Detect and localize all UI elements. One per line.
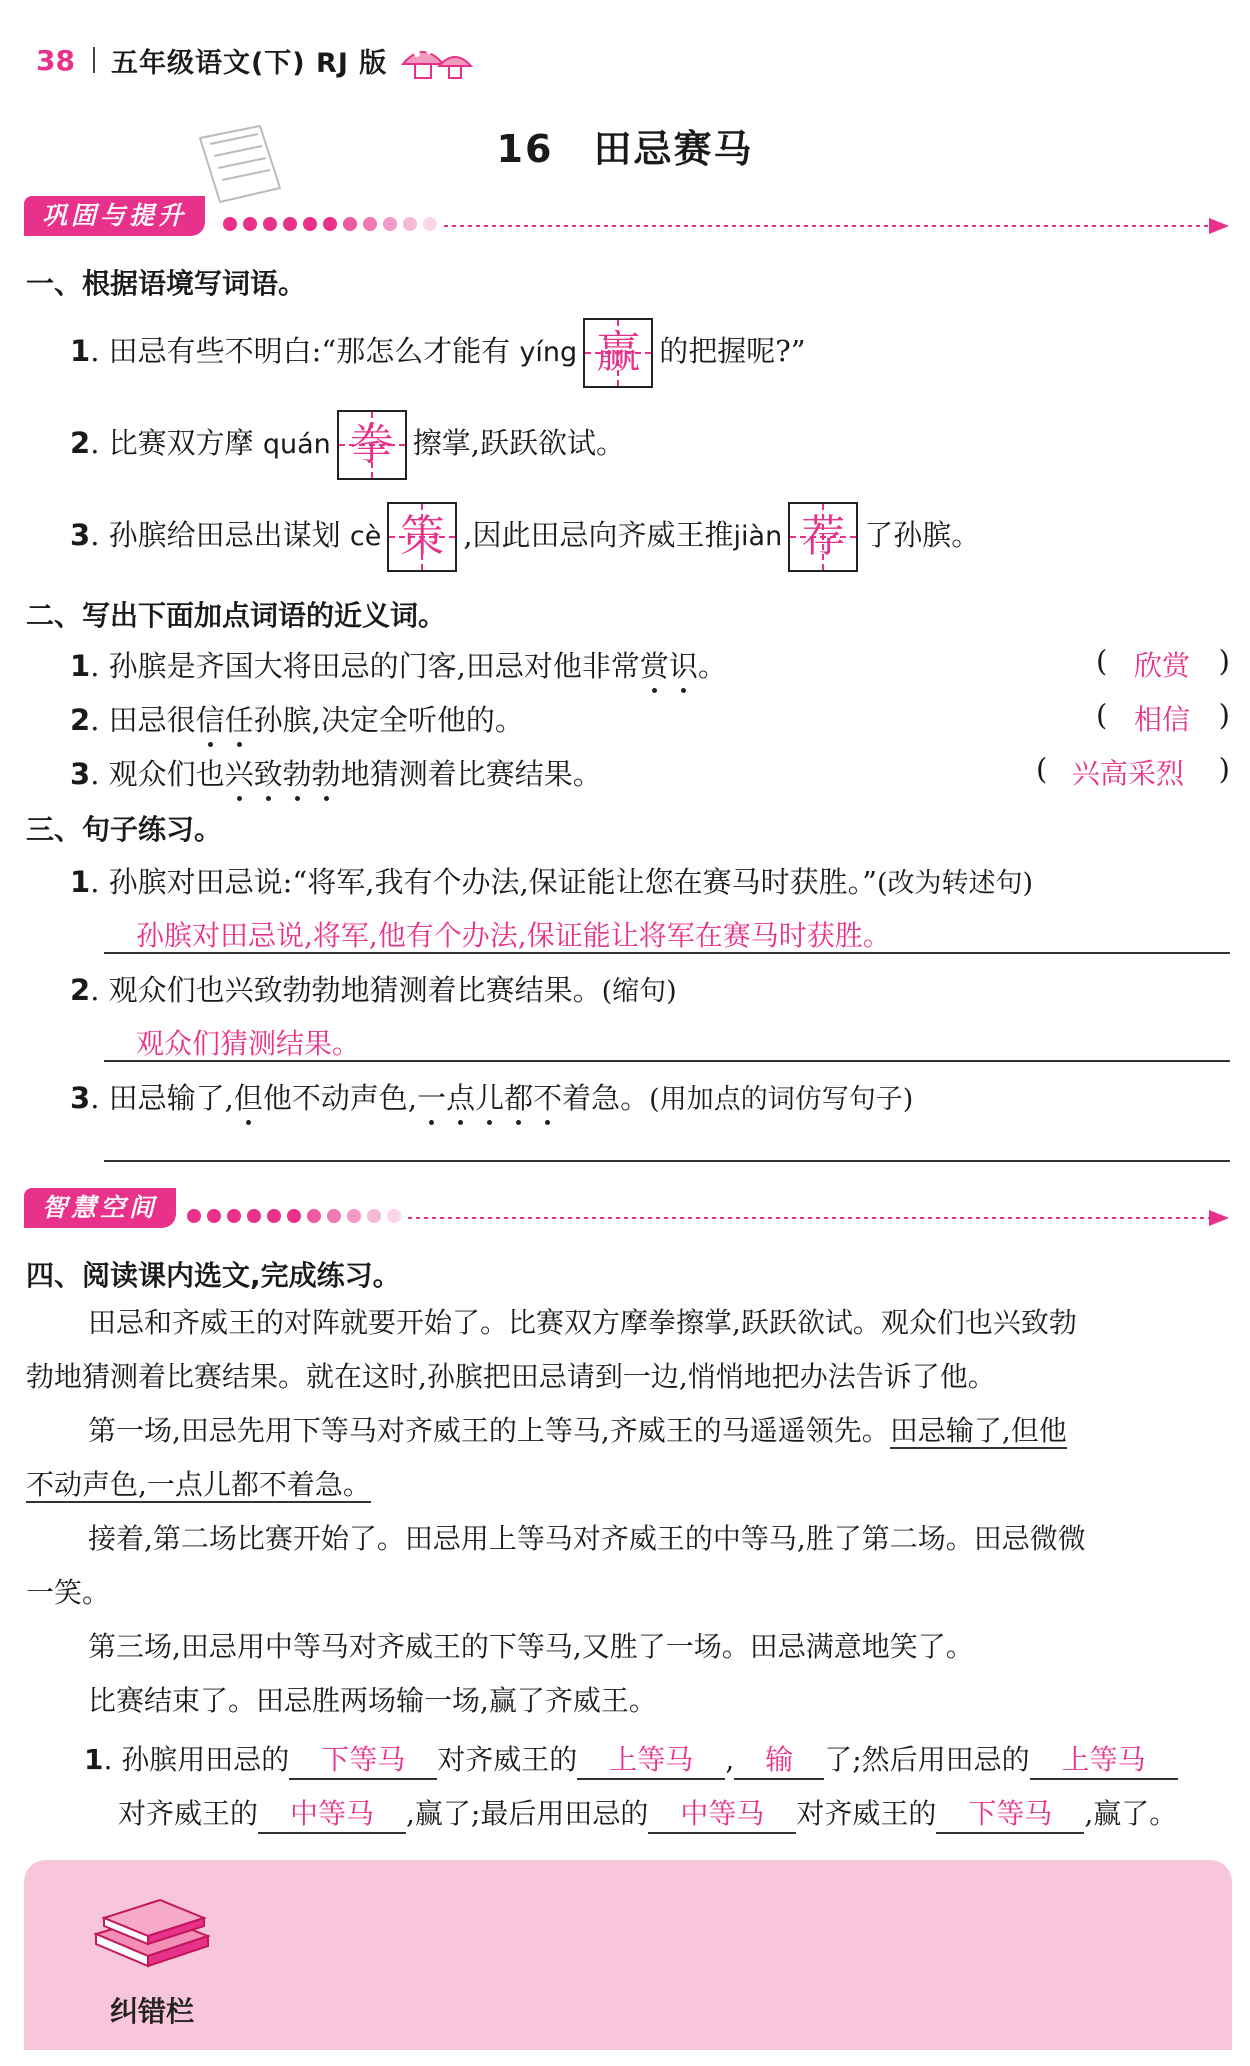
answer-char: 赢 [596, 327, 641, 378]
question-number: 2 [70, 973, 91, 1007]
banner-label: 巩固与提升 [24, 196, 205, 236]
books-icon [86, 1886, 216, 1978]
question-text: . 孙膑给田忌出谋划 [90, 518, 341, 552]
s3-answer-line-3[interactable] [104, 1160, 1230, 1162]
s2-answer-1[interactable]: ( 欣赏 ) [1096, 644, 1230, 682]
question-number: 3 [70, 757, 91, 791]
pinyin: yíng [519, 337, 578, 368]
question-text: 对齐威王的 [118, 1797, 259, 1830]
passage-line: 比赛结束了。田忌胜两场输一场,赢了齐威王。 [88, 1684, 657, 1717]
question-number: 1 [70, 865, 91, 899]
passage-line [26, 1458, 1226, 1512]
s3-answer-line-1[interactable] [104, 914, 1230, 954]
answer-blank[interactable]: 中等马 [258, 1792, 406, 1834]
s1-question-1 [70, 318, 806, 388]
banner-dots-arrow [24, 196, 1232, 236]
passage-line: 接着,第二场比赛开始了。田忌用上等马对齐威王的中等马,胜了第二场。田忌微微 [88, 1522, 1086, 1555]
underlined-text: 田忌输了,但他 [889, 1414, 1067, 1447]
section-banner-wisdom [24, 1188, 1232, 1228]
page-header [36, 38, 477, 82]
question-text: . 观众们也 [90, 757, 225, 791]
s2-question-2 [70, 698, 524, 739]
dotted-char: 识 [669, 644, 698, 685]
book-title: 五年级语文(下) RJ 版 [110, 47, 388, 79]
s2-question-1 [70, 644, 727, 685]
answer-blank[interactable]: 中等马 [648, 1792, 796, 1834]
mushroom-house-icon [399, 40, 477, 80]
question-number: 3 [70, 518, 91, 552]
section-4-title: 四、阅读课内选文,完成练习。 [26, 1259, 401, 1292]
banner-label: 智慧空间 [24, 1188, 176, 1228]
question-text-end: 。 [697, 649, 727, 683]
lesson-number: 16 [496, 127, 554, 171]
passage-line [26, 1404, 1226, 1458]
header-divider [93, 47, 95, 73]
dotted-char: 一 [417, 1076, 446, 1117]
question-number: 2 [70, 703, 91, 737]
question-text-end: 地猜测着比赛结果。 [340, 757, 602, 791]
question-text: . 孙膑是齐国大将田忌的门客,田忌对他非常 [90, 649, 640, 683]
section-banner-consolidate [24, 196, 1232, 236]
dotted-char: 兴 [225, 752, 254, 793]
question-text-middle: ,因此田忌向齐威王推 [463, 518, 734, 552]
s2-answer-2[interactable]: ( 相信 ) [1096, 698, 1230, 736]
lesson-name: 田忌赛马 [593, 127, 754, 171]
question-number: 3 [70, 1081, 91, 1115]
passage-text: 第一场,田忌先用下等马对齐威王的上等马,齐威王的马遥遥领先。 [88, 1414, 890, 1447]
pinyin: quán [262, 429, 331, 460]
dotted-word [234, 1081, 263, 1115]
s4-question-1 [84, 1738, 1178, 1780]
reading-passage [26, 1296, 1226, 1728]
answer-char: 荐 [801, 511, 846, 562]
question-text: . 田忌输了, [90, 1081, 234, 1115]
dotted-char: 但 [234, 1076, 263, 1117]
question-text: . 田忌有些不明白:“那怎么才能有 [90, 334, 511, 368]
pinyin: jiàn [733, 521, 783, 552]
question-text: ,赢了;最后用田忌的 [406, 1797, 649, 1830]
answer-blank[interactable]: 下等马 [289, 1738, 437, 1780]
answer-blank[interactable]: 下等马 [936, 1792, 1084, 1834]
dotted-char: 点 [446, 1076, 475, 1117]
section-3-title: 三、句子练习。 [26, 813, 223, 846]
dotted-word [417, 1081, 562, 1115]
section-2-title: 二、写出下面加点词语的近义词。 [26, 599, 447, 632]
question-number: 1 [70, 334, 91, 368]
question-number: 2 [70, 426, 91, 460]
question-hint: (缩句) [601, 976, 677, 1007]
dotted-word [225, 757, 341, 791]
question-number: 1 [70, 649, 91, 683]
question-text-end: 擦掌,跃跃欲试。 [412, 426, 625, 460]
question-text: ,赢了。 [1084, 1797, 1178, 1830]
tianzige-box[interactable] [583, 318, 653, 388]
tianzige-box[interactable] [788, 502, 858, 572]
dotted-char: 信 [196, 698, 225, 739]
passage-line: 第三场,田忌用中等马对齐威王的下等马,又胜了一场。田忌满意地笑了。 [88, 1630, 974, 1663]
dotted-char: 赏 [640, 644, 669, 685]
dotted-char: 不 [533, 1076, 562, 1117]
s3-question-2 [70, 968, 677, 1009]
dotted-char: 勃 [283, 752, 312, 793]
question-text: . 观众们也兴致勃勃地猜测着比赛结果。 [90, 973, 602, 1007]
tianzige-box[interactable] [337, 410, 407, 480]
question-text: 对齐威王的 [437, 1743, 578, 1776]
question-number: 1 [84, 1743, 104, 1776]
s1-question-2 [70, 410, 625, 480]
s3-question-1 [70, 860, 1033, 901]
answer-text: 兴高采烈 [1072, 757, 1185, 790]
tianzige-box[interactable] [387, 502, 457, 572]
answer-char: 策 [400, 511, 445, 562]
error-correction-label: 纠错栏 [110, 1995, 195, 2028]
dotted-char: 勃 [312, 752, 341, 793]
dotted-word [196, 703, 254, 737]
pinyin: cè [349, 521, 382, 552]
dotted-char: 儿 [475, 1076, 504, 1117]
question-text-end: 了孙膑。 [864, 518, 981, 552]
question-text: . 孙膑对田忌说:“将军,我有个办法,保证能让您在赛马时获胜。” [90, 865, 877, 899]
question-text-middle: 他不动声色, [262, 1081, 418, 1115]
dotted-char: 致 [254, 752, 283, 793]
question-hint: (改为转述句) [876, 868, 1034, 899]
question-text: 对齐威王的 [796, 1797, 937, 1830]
s3-question-3 [70, 1076, 913, 1117]
passage-line: 勃地猜测着比赛结果。就在这时,孙膑把田忌请到一边,悄悄地把办法告诉了他。 [26, 1360, 996, 1393]
dotted-char: 任 [225, 698, 254, 739]
s3-answer-line-2[interactable] [104, 1022, 1230, 1062]
question-text-end: 的把握呢?” [659, 334, 806, 368]
answer-char: 拳 [349, 419, 394, 470]
question-text: . 孙膑用田忌的 [103, 1743, 290, 1776]
underlined-text: 不动声色,一点儿都不着急。 [26, 1468, 371, 1501]
dotted-char: 都 [504, 1076, 533, 1117]
banner-dots-arrow [24, 1188, 1232, 1228]
question-text: , [725, 1743, 735, 1776]
answer-blank[interactable]: 输 [734, 1738, 824, 1780]
s2-answer-3[interactable]: ( 兴高采烈 ) [1036, 752, 1230, 790]
question-text: . 田忌很 [90, 703, 196, 737]
question-text: . 比赛双方摩 [90, 426, 254, 460]
dotted-word [640, 649, 698, 683]
s1-question-3 [70, 502, 980, 572]
question-hint: (用加点的词仿写句子) [649, 1084, 914, 1115]
passage-line: 一笑。 [26, 1576, 111, 1609]
page-number: 38 [36, 43, 75, 77]
passage-line: 田忌和齐威王的对阵就要开始了。比赛双方摩拳擦掌,跃跃欲试。观众们也兴致勃 [88, 1306, 1077, 1339]
s2-question-3 [70, 752, 602, 793]
answer-text: 欣赏 [1134, 649, 1191, 682]
answer-blank[interactable]: 上等马 [577, 1738, 725, 1780]
question-text: 了;然后用田忌的 [824, 1743, 1030, 1776]
section-1-title: 一、根据语境写词语。 [26, 267, 307, 300]
question-text-end: 着急。 [562, 1081, 650, 1115]
s4-question-1-cont [118, 1792, 1177, 1834]
answer-text: 观众们猜测结果。 [136, 1027, 361, 1060]
answer-text: 相信 [1134, 703, 1191, 736]
answer-blank[interactable]: 上等马 [1030, 1738, 1178, 1780]
answer-text: 孙膑对田忌说,将军,他有个办法,保证能让将军在赛马时获胜。 [136, 919, 891, 952]
question-text-end: 孙膑,决定全听他的。 [253, 703, 524, 737]
